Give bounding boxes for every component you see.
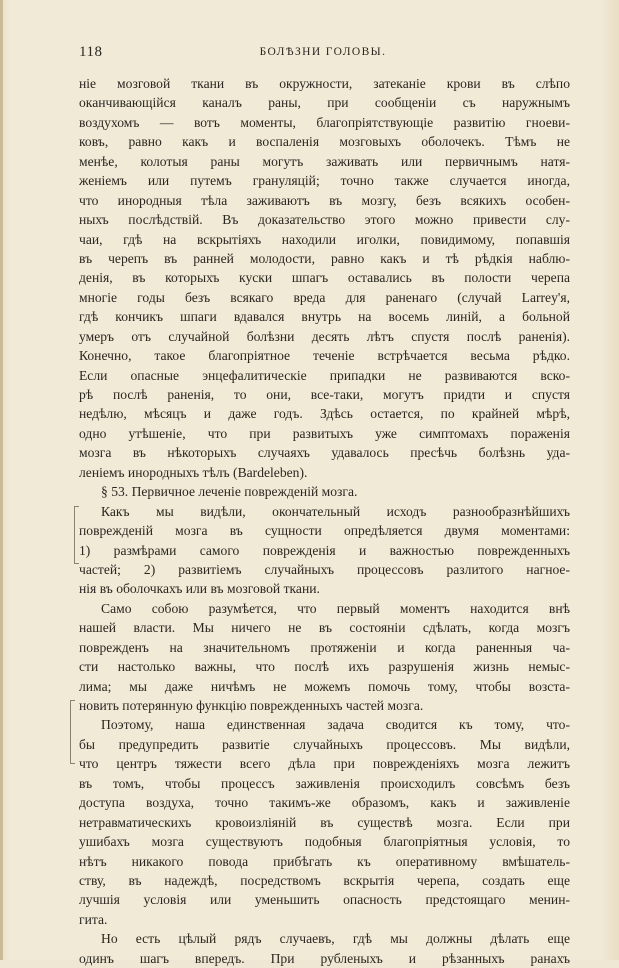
text-line: что центръ тяжести всего дѣла при поврежденіяхъ мозга лежитъ [79, 756, 570, 772]
text-line: одно утѣшеніе, что при развитыхъ уже симптомахъ пораженія [79, 425, 570, 441]
section-heading: § 53. Первичное леченіе поврежденій мозга. [101, 484, 358, 500]
text-line: Какъ мы видѣли, окончательный исходъ разнообразнѣйшихъ [101, 503, 570, 519]
text-line: ныхъ послѣдствій. Въ доказательство этого можно привести слу- [79, 212, 570, 228]
text-line: сти настолько важны, что послѣ ихъ разрушенія жизнь немыс- [79, 659, 570, 675]
text-line: недѣлю, мѣсяцъ и даже годъ. Здѣсь остается, по крайней мѣрѣ, [79, 406, 570, 422]
text-line: чаи, гдѣ на вскрытіяхъ находили иголки, повидимому, попавшія [79, 231, 570, 247]
text-line: 1) размѣрами самого поврежденія и важностью поврежденныхъ [79, 542, 570, 558]
text-line: нетравматическихъ кровоизліяній въ существѣ мозга. Если при [79, 814, 570, 830]
page-header [79, 44, 567, 64]
text-line: ніе мозговой ткани въ окружности, затеканіе крови въ слѣпо [79, 76, 570, 91]
text-line: въ томъ, чтобы процессъ заживленія происходилъ совсѣмъ безъ [79, 775, 570, 791]
text-line: мозга въ нѣкоторыхъ случаяхъ удавалось пресѣчь болѣзнь уда- [79, 445, 570, 461]
text-line: Само собою разумѣется, что первый моментъ находится внѣ [101, 600, 570, 616]
text-line: гита. [79, 911, 108, 927]
text-line: гдѣ кончикъ шпаги вдавался внутрь на восемь линій, а больной [79, 309, 570, 325]
text-line: менѣе, колотыя раны могутъ заживать или первичнымъ натя- [79, 153, 570, 169]
text-line: новить потерянную функцію поврежденныхъ частей мозга. [79, 698, 424, 713]
text-line: женіемъ или путемъ грануляцій; точно также случается иногда, [79, 173, 570, 189]
text-line: воздухомъ — вотъ моменты, благопріятствующіе развитію гноеви- [79, 114, 570, 130]
text-line: Но есть цѣлый рядъ случаевъ, гдѣ мы должны дѣлать еще [101, 931, 570, 947]
text-line: одинъ шагъ впередъ. При рубленыхъ и рѣзанныхъ ранахъ [79, 950, 570, 966]
text-line: нѣтъ никакого повода прибѣгать къ оперативному вмѣшатель- [79, 853, 570, 869]
body-text [79, 74, 570, 968]
text-line: доступа воздуха, точно такимъ-же образомъ, какъ и заживленіе [79, 795, 570, 811]
page-number: 118 [79, 44, 103, 60]
text-line: ушибахъ мозга существуютъ подобныя благопріятныя условія, то [79, 834, 570, 850]
text-line: Если опасные энцефалитическіе припадки не развиваются вско- [79, 367, 570, 383]
text-line: ковъ, равно какъ и воспаленія мозговыхъ оболочекъ. Тѣмъ не [79, 134, 570, 150]
text-line: ству, въ надеждѣ, посредствомъ вскрытія черепа, создать еще [79, 872, 570, 888]
text-line: поврежденъ на значительномъ протяженіи и когда раненныя ча- [79, 639, 570, 655]
text-line: нашей власти. Мы ничего не въ состояніи сдѣлать, когда мозгъ [79, 620, 570, 636]
text-line: умеръ отъ случайной болѣзни десять лѣтъ спустя послѣ раненія). [79, 328, 570, 344]
margin-bracket [70, 700, 75, 764]
text-line: лучшія условія или уменьшить опасность предстоящаго менин- [79, 892, 570, 908]
text-line: частей; 2) развитіемъ случайныхъ процессовъ разлитого нагное- [79, 561, 570, 577]
text-line: нія въ оболочкахъ или въ мозговой ткани. [79, 581, 320, 597]
text-line: Конечно, такое благопріятное теченіе встрѣчается весьма рѣдко. [79, 348, 570, 364]
text-line: въ черепъ въ ранней молодости, равно какъ и тѣ рѣдкія наблю- [79, 250, 570, 266]
text-line: бы предупредить развитіе случайныхъ процессовъ. Мы видѣли, [79, 736, 570, 752]
text-line: денія, въ которыхъ куски шпагъ оставались въ полости черепа [79, 270, 570, 286]
running-title: БОЛѢЗНИ ГОЛОВЫ. [259, 46, 387, 58]
text-line: леніемъ инородныхъ тѣлъ (Bardeleben). [79, 464, 308, 480]
text-line: поврежденій мозга въ сущности опредѣляется двумя моментами: [79, 523, 570, 539]
page-edge [0, 0, 3, 960]
text-line: оканчивающійся каналъ раны, при сообщеніи съ наружнымъ [79, 95, 570, 111]
text-line: рѣ послѣ раненія, то они, все-таки, могутъ придти и спустя [79, 387, 570, 402]
text-line: многіе годы безъ всякаго вреда для раненаго (случай Larrey'я, [79, 289, 570, 305]
text-line: что инородныя тѣла заживаютъ въ мозгу, безъ всякихъ особен- [79, 192, 570, 208]
margin-bracket [74, 506, 79, 564]
text-line: лима; мы даже ничѣмъ не можемъ помочь тому, чтобы возста- [79, 678, 570, 694]
text-line: Поэтому, наша единственная задача сводится къ тому, что- [101, 717, 570, 733]
